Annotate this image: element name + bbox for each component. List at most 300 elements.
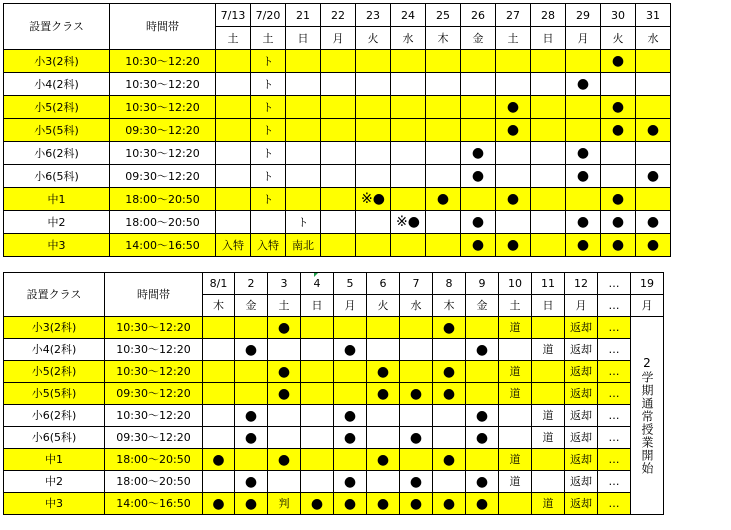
table-row xyxy=(4,165,671,188)
header-row-dates xyxy=(4,273,664,295)
class-name: 小6(5科) xyxy=(4,165,110,188)
class-name: 小5(5科) xyxy=(4,383,105,405)
weekday-header: 土 xyxy=(251,27,286,50)
date-header: 22 xyxy=(321,4,356,27)
schedule-cell: ※● xyxy=(356,188,391,211)
date-header: 25 xyxy=(426,4,461,27)
schedule-cell xyxy=(426,119,461,142)
schedule-cell xyxy=(461,50,496,73)
date-header: 23 xyxy=(356,4,391,27)
schedule-cell: ● xyxy=(566,73,601,96)
schedule-cell xyxy=(321,188,356,211)
date-header: 28 xyxy=(531,4,566,27)
schedule-cell xyxy=(286,142,321,165)
schedule-cell xyxy=(426,50,461,73)
schedule-cell xyxy=(235,317,268,339)
date-header: 3 xyxy=(268,273,301,295)
schedule-cell xyxy=(433,405,466,427)
class-name: 小4(2科) xyxy=(4,339,105,361)
schedule-cell: … xyxy=(598,493,631,515)
schedule-cell xyxy=(203,405,235,427)
schedule-cell: ● xyxy=(433,361,466,383)
schedule-cell xyxy=(391,50,426,73)
class-name: 小5(5科) xyxy=(4,119,110,142)
schedule-cell xyxy=(321,234,356,257)
schedule-cell xyxy=(301,317,334,339)
schedule-cell xyxy=(334,317,367,339)
schedule-cell xyxy=(391,73,426,96)
weekday-header: 水 xyxy=(391,27,426,50)
schedule-cell: ● xyxy=(466,427,499,449)
weekday-header: 月 xyxy=(566,27,601,50)
schedule-cell: ● xyxy=(235,405,268,427)
schedule-cell xyxy=(301,427,334,449)
time-slot: 10:30～12:20 xyxy=(105,317,203,339)
time-slot: 18:00～20:50 xyxy=(105,449,203,471)
schedule-cell: ● xyxy=(496,96,531,119)
schedule-cell xyxy=(235,361,268,383)
schedule-cell xyxy=(203,471,235,493)
time-slot: 10:30～12:20 xyxy=(105,361,203,383)
time-slot: 10:30～12:20 xyxy=(110,73,216,96)
table-row xyxy=(4,96,671,119)
schedule-cell: ● xyxy=(636,211,671,234)
schedule-cell: … xyxy=(598,383,631,405)
schedule-cell xyxy=(566,96,601,119)
class-name: 小3(2科) xyxy=(4,317,105,339)
schedule-cell: 返却 xyxy=(565,339,598,361)
schedule-cell: 返却 xyxy=(565,361,598,383)
class-header: 設置クラス xyxy=(4,273,105,317)
schedule-cell: 返却 xyxy=(565,383,598,405)
time-slot: 10:30～12:20 xyxy=(110,142,216,165)
schedule-cell: 入特 xyxy=(216,234,251,257)
table-row xyxy=(4,142,671,165)
time-slot: 18:00～20:50 xyxy=(105,471,203,493)
class-name: 中2 xyxy=(4,471,105,493)
schedule-cell xyxy=(532,361,565,383)
schedule-cell xyxy=(400,361,433,383)
table-row xyxy=(4,317,664,339)
schedule-cell xyxy=(216,165,251,188)
schedule-cell xyxy=(235,383,268,405)
weekday-header: 月 xyxy=(321,27,356,50)
schedule-cell xyxy=(367,317,400,339)
table-row xyxy=(4,50,671,73)
schedule-cell: 入特 xyxy=(251,234,286,257)
schedule-cell xyxy=(636,188,671,211)
schedule-cell: … xyxy=(598,427,631,449)
cell-comment-marker xyxy=(314,273,318,277)
schedule-cell: ● xyxy=(400,427,433,449)
schedule-cell xyxy=(356,211,391,234)
schedule-cell xyxy=(499,405,532,427)
schedule-cell xyxy=(268,339,301,361)
schedule-cell xyxy=(391,234,426,257)
schedule-cell: … xyxy=(598,317,631,339)
schedule-cell xyxy=(391,142,426,165)
weekday-header: … xyxy=(598,295,631,317)
schedule-cell xyxy=(356,165,391,188)
table-row xyxy=(4,427,664,449)
class-name: 小4(2科) xyxy=(4,73,110,96)
schedule-cell xyxy=(216,211,251,234)
schedule-cell xyxy=(531,119,566,142)
schedule-cell xyxy=(466,383,499,405)
class-name: 小5(2科) xyxy=(4,361,105,383)
schedule-cell xyxy=(601,165,636,188)
schedule-cell xyxy=(203,317,235,339)
table-row xyxy=(4,383,664,405)
schedule-cell: ト xyxy=(251,73,286,96)
schedule-cell xyxy=(321,165,356,188)
schedule-cell xyxy=(426,211,461,234)
class-name: 中3 xyxy=(4,234,110,257)
schedule-cell: ● xyxy=(601,211,636,234)
schedule-cell xyxy=(496,142,531,165)
weekday-header: 水 xyxy=(400,295,433,317)
schedule-cell xyxy=(499,493,532,515)
schedule-cell xyxy=(499,339,532,361)
schedule-cell xyxy=(391,188,426,211)
schedule-cell xyxy=(532,317,565,339)
schedule-cell xyxy=(566,188,601,211)
schedule-cell: ● xyxy=(334,493,367,515)
schedule-cell xyxy=(321,211,356,234)
schedule-cell: ト xyxy=(251,119,286,142)
date-header: 6 xyxy=(367,273,400,295)
table-row xyxy=(4,405,664,427)
date-header: 2 xyxy=(235,273,268,295)
schedule-cell: … xyxy=(598,405,631,427)
schedule-cell xyxy=(391,119,426,142)
date-header: 5 xyxy=(334,273,367,295)
schedule-cell: ● xyxy=(496,234,531,257)
schedule-cell: ● xyxy=(367,449,400,471)
schedule-cell xyxy=(356,234,391,257)
schedule-cell xyxy=(367,405,400,427)
schedule-cell xyxy=(216,188,251,211)
class-name: 中2 xyxy=(4,211,110,234)
schedule-cell xyxy=(235,449,268,471)
schedule-cell: ● xyxy=(496,119,531,142)
schedule-cell xyxy=(301,361,334,383)
table-row xyxy=(4,211,671,234)
weekday-header: 月 xyxy=(631,295,664,317)
time-header: 時間帯 xyxy=(110,4,216,50)
schedule-cell: ● xyxy=(566,211,601,234)
schedule-cell xyxy=(251,211,286,234)
schedule-table-august xyxy=(3,272,664,515)
class-name: 中3 xyxy=(4,493,105,515)
schedule-cell xyxy=(321,142,356,165)
time-slot: 09:30～12:20 xyxy=(105,383,203,405)
schedule-cell: ● xyxy=(461,165,496,188)
weekday-header: 土 xyxy=(268,295,301,317)
schedule-cell: ● xyxy=(367,493,400,515)
date-header: 29 xyxy=(566,4,601,27)
schedule-cell: ● xyxy=(433,449,466,471)
schedule-cell xyxy=(216,50,251,73)
schedule-cell xyxy=(400,449,433,471)
schedule-cell xyxy=(203,339,235,361)
schedule-cell: ● xyxy=(461,234,496,257)
schedule-cell xyxy=(268,427,301,449)
schedule-cell: ト xyxy=(251,165,286,188)
class-name: 中1 xyxy=(4,449,105,471)
schedule-cell: 道 xyxy=(532,427,565,449)
schedule-cell: ● xyxy=(461,142,496,165)
schedule-cell xyxy=(286,96,321,119)
schedule-cell: 返却 xyxy=(565,317,598,339)
schedule-cell xyxy=(532,471,565,493)
schedule-cell xyxy=(426,142,461,165)
schedule-cell: 返却 xyxy=(565,493,598,515)
schedule-cell: ● xyxy=(268,449,301,471)
schedule-cell xyxy=(461,73,496,96)
schedule-cell xyxy=(566,50,601,73)
schedule-cell xyxy=(286,50,321,73)
date-header: 19 xyxy=(631,273,664,295)
schedule-cell xyxy=(321,50,356,73)
schedule-cell xyxy=(531,234,566,257)
schedule-cell xyxy=(356,119,391,142)
schedule-cell xyxy=(334,383,367,405)
schedule-cell: 道 xyxy=(499,449,532,471)
schedule-cell: ● xyxy=(466,339,499,361)
schedule-cell xyxy=(391,165,426,188)
weekday-header: 水 xyxy=(636,27,671,50)
time-slot: 18:00～20:50 xyxy=(110,211,216,234)
schedule-cell xyxy=(321,73,356,96)
schedule-cell xyxy=(356,50,391,73)
schedule-cell xyxy=(532,383,565,405)
schedule-cell xyxy=(466,449,499,471)
schedule-cell xyxy=(356,73,391,96)
weekday-header: 火 xyxy=(601,27,636,50)
schedule-cell: ● xyxy=(601,119,636,142)
date-header: 10 xyxy=(499,273,532,295)
schedule-cell: ● xyxy=(400,471,433,493)
date-header: 8 xyxy=(433,273,466,295)
weekday-header: 木 xyxy=(433,295,466,317)
schedule-cell xyxy=(496,211,531,234)
weekday-header: 火 xyxy=(356,27,391,50)
schedule-cell: ● xyxy=(433,317,466,339)
schedule-cell: ● xyxy=(334,339,367,361)
schedule-cell: 道 xyxy=(532,339,565,361)
schedule-cell: ト xyxy=(251,142,286,165)
schedule-cell: ● xyxy=(566,165,601,188)
schedule-cell: 道 xyxy=(499,383,532,405)
schedule-cell xyxy=(400,339,433,361)
schedule-cell xyxy=(531,73,566,96)
schedule-cell xyxy=(426,73,461,96)
time-header: 時間帯 xyxy=(105,273,203,317)
class-header: 設置クラス xyxy=(4,4,110,50)
schedule-cell: … xyxy=(598,449,631,471)
schedule-cell: ● xyxy=(496,188,531,211)
weekday-header: 日 xyxy=(286,27,321,50)
schedule-cell xyxy=(531,165,566,188)
schedule-cell xyxy=(321,119,356,142)
schedule-cell: ● xyxy=(334,427,367,449)
schedule-cell: ● xyxy=(433,383,466,405)
schedule-cell xyxy=(531,96,566,119)
schedule-cell: ● xyxy=(466,493,499,515)
schedule-cell xyxy=(461,188,496,211)
date-header: … xyxy=(598,273,631,295)
schedule-cell xyxy=(531,188,566,211)
schedule-cell xyxy=(334,361,367,383)
schedule-cell xyxy=(301,339,334,361)
schedule-cell: ● xyxy=(400,383,433,405)
schedule-cell: ● xyxy=(235,471,268,493)
weekday-header: 土 xyxy=(216,27,251,50)
schedule-cell xyxy=(203,361,235,383)
schedule-cell: ● xyxy=(601,96,636,119)
schedule-cell: ● xyxy=(367,361,400,383)
weekday-header: 月 xyxy=(565,295,598,317)
schedule-cell: ト xyxy=(251,96,286,119)
weekday-header: 金 xyxy=(466,295,499,317)
schedule-cell xyxy=(367,471,400,493)
weekday-header: 火 xyxy=(367,295,400,317)
schedule-cell xyxy=(433,339,466,361)
schedule-cell: ● xyxy=(636,165,671,188)
schedule-cell: 返却 xyxy=(565,405,598,427)
schedule-cell xyxy=(531,211,566,234)
weekday-header: 金 xyxy=(461,27,496,50)
class-name: 中1 xyxy=(4,188,110,211)
schedule-cell: ● xyxy=(268,317,301,339)
table-row xyxy=(4,234,671,257)
schedule-cell: ● xyxy=(433,493,466,515)
schedule-cell xyxy=(286,165,321,188)
time-slot: 10:30～12:20 xyxy=(105,339,203,361)
schedule-cell xyxy=(466,361,499,383)
schedule-cell xyxy=(268,471,301,493)
table-row xyxy=(4,361,664,383)
weekday-header: 月 xyxy=(334,295,367,317)
class-name: 小5(2科) xyxy=(4,96,110,119)
schedule-cell xyxy=(496,165,531,188)
schedule-cell: ト xyxy=(251,50,286,73)
schedule-cell xyxy=(356,96,391,119)
time-slot: 09:30～12:20 xyxy=(105,427,203,449)
schedule-cell xyxy=(636,142,671,165)
schedule-cell: 道 xyxy=(532,493,565,515)
schedule-cell xyxy=(321,96,356,119)
schedule-cell: 道 xyxy=(499,471,532,493)
schedule-cell: ● xyxy=(400,493,433,515)
table-row xyxy=(4,471,664,493)
time-slot: 10:30～12:20 xyxy=(110,96,216,119)
date-header: 26 xyxy=(461,4,496,27)
schedule-cell: … xyxy=(598,471,631,493)
date-header: 4 xyxy=(301,273,334,295)
date-header: 7 xyxy=(400,273,433,295)
schedule-cell: ● xyxy=(636,234,671,257)
time-slot: 10:30～12:20 xyxy=(110,50,216,73)
schedule-cell: ● xyxy=(636,119,671,142)
table-row xyxy=(4,339,664,361)
time-slot: 18:00～20:50 xyxy=(110,188,216,211)
schedule-cell: ● xyxy=(268,383,301,405)
weekday-header: 日 xyxy=(301,295,334,317)
schedule-cell xyxy=(286,119,321,142)
schedule-cell xyxy=(286,188,321,211)
schedule-cell xyxy=(433,427,466,449)
schedule-cell: ● xyxy=(203,449,235,471)
weekday-header: 土 xyxy=(496,27,531,50)
weekday-header: 日 xyxy=(531,27,566,50)
schedule-cell: ● xyxy=(461,211,496,234)
schedule-cell xyxy=(466,317,499,339)
schedule-cell: ● xyxy=(466,471,499,493)
schedule-table-july xyxy=(3,3,671,257)
schedule-cell xyxy=(301,383,334,405)
schedule-cell xyxy=(301,471,334,493)
class-name: 小6(2科) xyxy=(4,405,105,427)
schedule-cell: ● xyxy=(426,188,461,211)
schedule-cell: 返却 xyxy=(565,471,598,493)
schedule-cell: ● xyxy=(601,188,636,211)
schedule-cell xyxy=(356,142,391,165)
schedule-cell xyxy=(367,427,400,449)
time-slot: 14:00～16:50 xyxy=(110,234,216,257)
schedule-cell: ● xyxy=(601,50,636,73)
time-slot: 09:30～12:20 xyxy=(110,165,216,188)
schedule-cell: ● xyxy=(566,234,601,257)
schedule-cell xyxy=(301,405,334,427)
schedule-cell xyxy=(636,96,671,119)
schedule-cell xyxy=(461,96,496,119)
schedule-cell xyxy=(400,317,433,339)
schedule-cell xyxy=(216,142,251,165)
schedule-cell: 返却 xyxy=(565,427,598,449)
schedule-cell xyxy=(203,427,235,449)
schedule-cell xyxy=(496,50,531,73)
weekday-header: 土 xyxy=(499,295,532,317)
class-name: 小6(5科) xyxy=(4,427,105,449)
schedule-cell: ● xyxy=(268,361,301,383)
schedule-cell xyxy=(499,427,532,449)
schedule-cell: 道 xyxy=(499,361,532,383)
schedule-cell xyxy=(367,339,400,361)
time-slot: 14:00～16:50 xyxy=(105,493,203,515)
schedule-cell xyxy=(334,449,367,471)
schedule-cell xyxy=(601,142,636,165)
schedule-cell xyxy=(532,449,565,471)
schedule-cell: 道 xyxy=(532,405,565,427)
date-header: 11 xyxy=(532,273,565,295)
schedule-cell: 判 xyxy=(268,493,301,515)
schedule-cell xyxy=(426,96,461,119)
table-row xyxy=(4,493,664,515)
date-header: 12 xyxy=(565,273,598,295)
schedule-cell xyxy=(216,73,251,96)
schedule-cell xyxy=(566,119,601,142)
table-row xyxy=(4,73,671,96)
weekday-header: 木 xyxy=(203,295,235,317)
schedule-cell xyxy=(636,73,671,96)
schedule-cell: 道 xyxy=(499,317,532,339)
schedule-cell: ● xyxy=(601,234,636,257)
schedule-cell: ● xyxy=(466,405,499,427)
table-row xyxy=(4,119,671,142)
schedule-cell: ● xyxy=(566,142,601,165)
